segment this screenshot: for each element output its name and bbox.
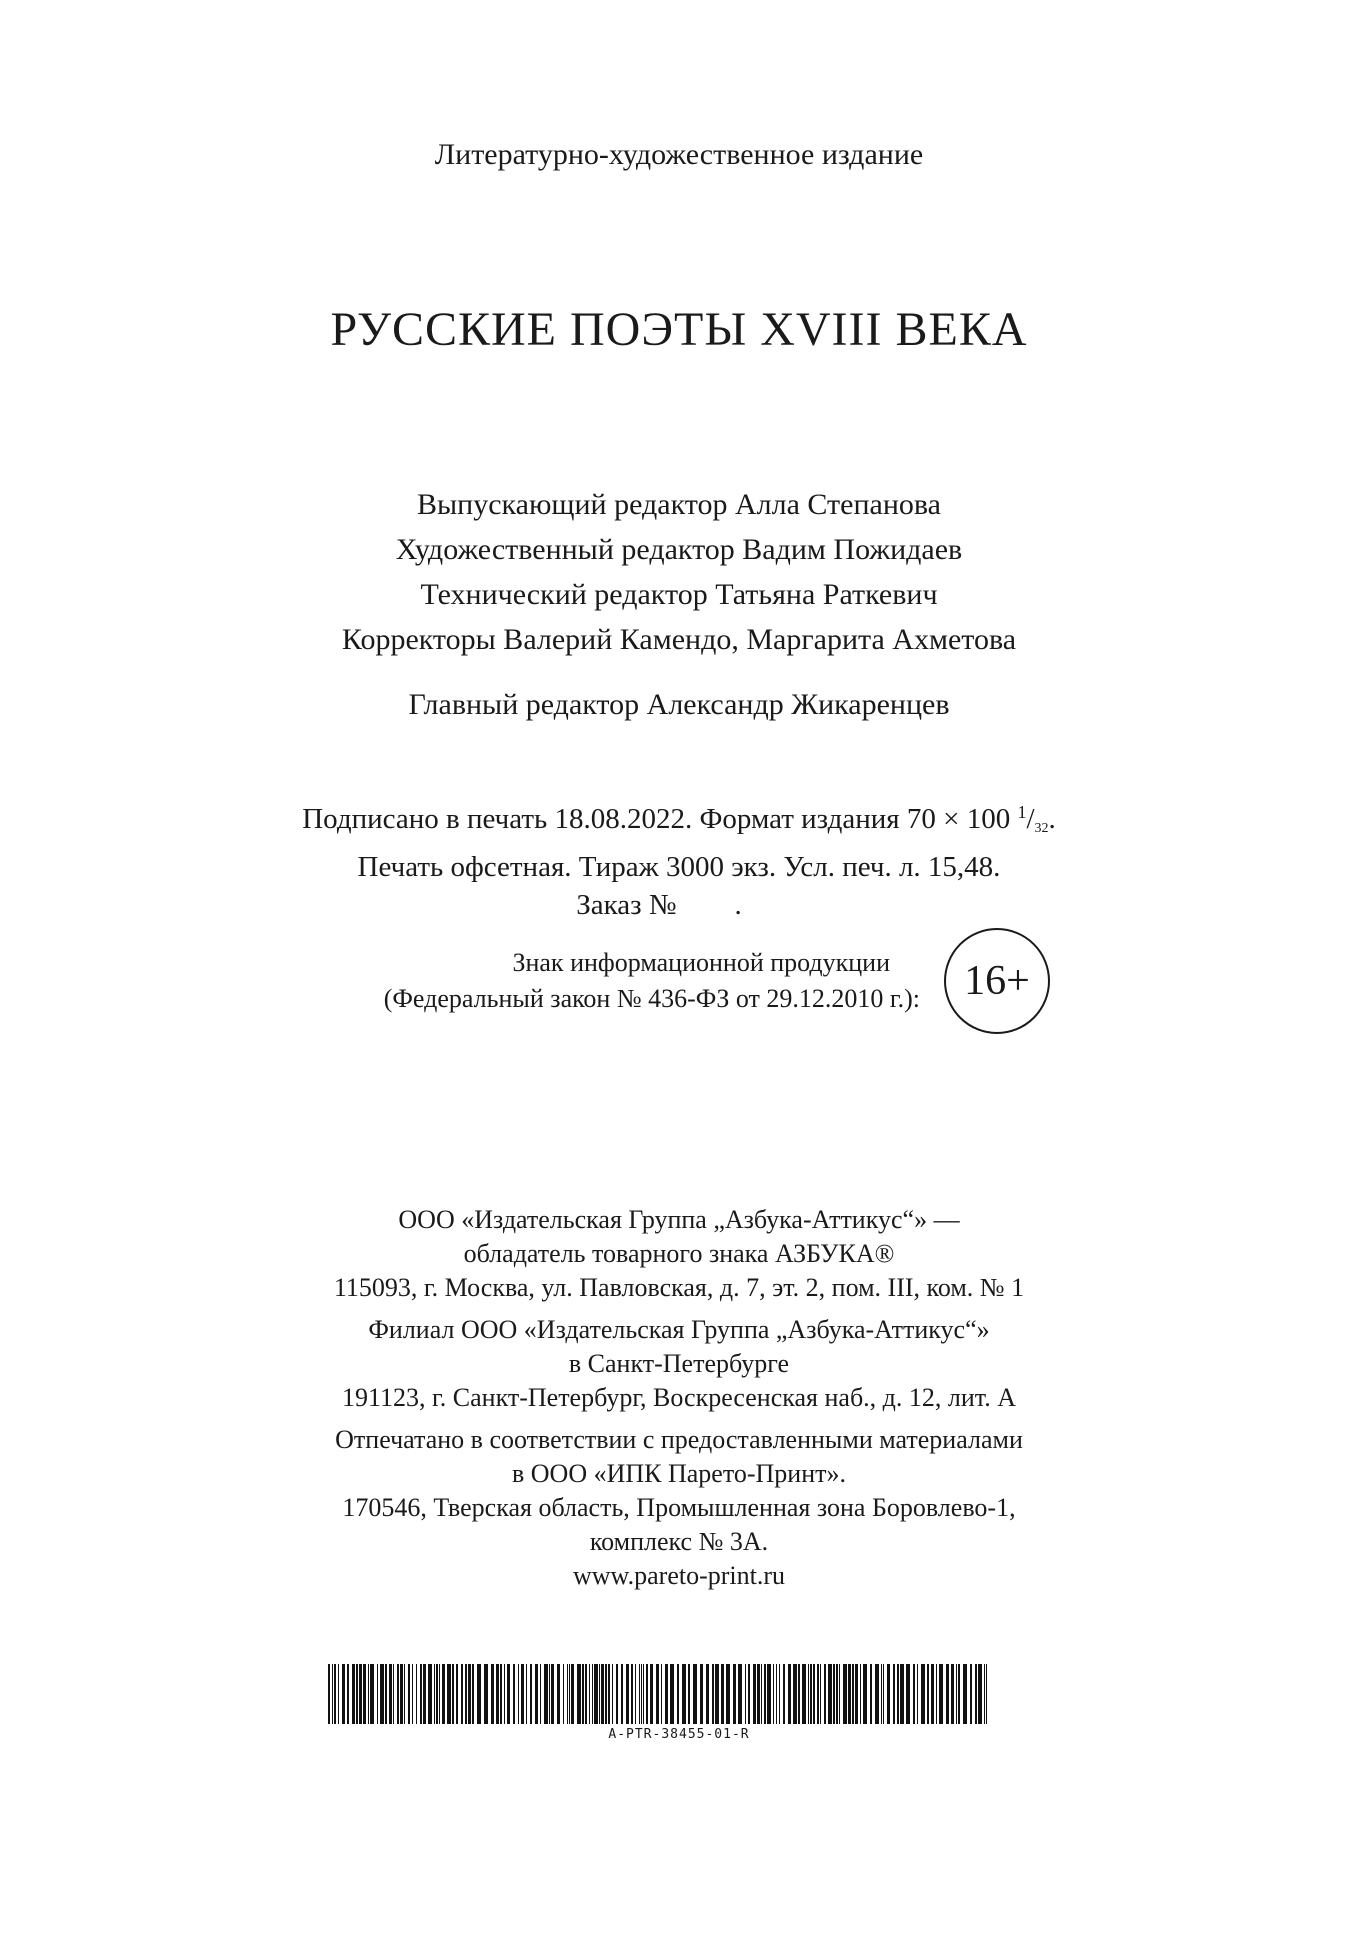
barcode-bar bbox=[420, 1664, 422, 1724]
barcode-bar bbox=[592, 1664, 593, 1724]
chief-editor: Главный редактор Александр Жикаренцев bbox=[408, 688, 950, 721]
barcode-bar bbox=[900, 1664, 904, 1724]
printer-address: 170546, Тверская область, Промышленная зона Боровлево-1, bbox=[342, 1493, 1016, 1522]
barcode-bar bbox=[599, 1664, 600, 1724]
barcode-bar bbox=[783, 1664, 785, 1724]
barcode-bar bbox=[733, 1664, 736, 1724]
barcode-bar bbox=[656, 1664, 659, 1724]
barcode-bar bbox=[370, 1664, 374, 1724]
barcode-bar bbox=[646, 1664, 648, 1724]
barcode-bar bbox=[608, 1664, 610, 1724]
barcode-bar bbox=[870, 1664, 872, 1724]
format-slash: / bbox=[1026, 803, 1035, 835]
info-sign-block bbox=[240, 945, 920, 1017]
barcode-bar bbox=[881, 1664, 882, 1724]
credit-line: Технический редактор Татьяна Раткевич bbox=[420, 578, 938, 611]
barcode-bar bbox=[776, 1664, 777, 1724]
barcode-bar bbox=[594, 1664, 598, 1724]
branch-line: Филиал ООО «Издательская Группа „Азбука-Аттикус“» bbox=[368, 1315, 990, 1344]
barcode-bar bbox=[863, 1664, 867, 1724]
barcode-bar bbox=[635, 1664, 636, 1724]
barcode-bar bbox=[393, 1664, 394, 1724]
printer-line: в ООО «ИПК Парето-Принт». bbox=[511, 1459, 846, 1488]
publisher-block bbox=[0, 1203, 1358, 1593]
barcode-bar bbox=[641, 1664, 642, 1724]
print-info-line-2: Печать офсетная. Тираж 3000 экз. Усл. печ. л. 15,48. bbox=[357, 851, 1001, 883]
barcode-bar bbox=[569, 1664, 570, 1724]
barcode-bar bbox=[434, 1664, 435, 1724]
barcode-bar bbox=[828, 1664, 832, 1724]
barcode-bar bbox=[535, 1664, 538, 1724]
barcode-bar bbox=[347, 1664, 349, 1724]
barcode-bar bbox=[605, 1664, 607, 1724]
printer-website: www.pareto-print.ru bbox=[572, 1561, 786, 1590]
barcode-bar bbox=[477, 1664, 481, 1724]
barcode-bar bbox=[893, 1664, 895, 1724]
barcode-bar bbox=[507, 1664, 510, 1724]
barcode-bar bbox=[631, 1664, 633, 1724]
barcode-bar bbox=[397, 1664, 399, 1724]
barcode-bar bbox=[461, 1664, 463, 1724]
barcode-bar bbox=[798, 1664, 800, 1724]
barcode-bar bbox=[936, 1664, 937, 1724]
barcode-bar bbox=[813, 1664, 815, 1724]
barcode-bar bbox=[931, 1664, 934, 1724]
barcode-bar bbox=[860, 1664, 861, 1724]
barcode-bar bbox=[500, 1664, 502, 1724]
barcode-bar bbox=[748, 1664, 750, 1724]
barcode-bar bbox=[436, 1664, 438, 1724]
barcode-bar bbox=[571, 1664, 574, 1724]
barcode-bar bbox=[951, 1664, 954, 1724]
barcode-bar bbox=[491, 1664, 494, 1724]
barcode-bar bbox=[582, 1664, 584, 1724]
barcode-bar bbox=[447, 1664, 451, 1724]
branch-line: в Санкт-Петербурге bbox=[568, 1349, 790, 1378]
barcode-bar bbox=[380, 1664, 384, 1724]
barcode-bar bbox=[643, 1664, 644, 1724]
credits-block bbox=[0, 482, 1358, 662]
barcode-bar bbox=[839, 1664, 840, 1724]
age-rating-badge: 16+ bbox=[944, 928, 1050, 1034]
barcode-bar bbox=[670, 1664, 674, 1724]
barcode-bars bbox=[328, 1664, 988, 1724]
barcode-bar bbox=[975, 1664, 977, 1724]
barcode-bar bbox=[465, 1664, 467, 1724]
barcode-bar bbox=[513, 1664, 515, 1724]
barcode-bar bbox=[836, 1664, 838, 1724]
barcode-bar bbox=[757, 1664, 760, 1724]
barcode-bar bbox=[363, 1664, 366, 1724]
barcode-bar bbox=[377, 1664, 378, 1724]
info-sign-label: Знак информационной продукции bbox=[512, 948, 890, 977]
barcode-bar bbox=[589, 1664, 590, 1724]
publisher-address: 115093, г. Москва, ул. Павловская, д. 7, эт. 2, пом. III, ком. № 1 bbox=[333, 1273, 1025, 1302]
branch-address: 191123, г. Санкт-Петербург, Воскресенская наб., д. 12, лит. А bbox=[342, 1383, 1016, 1412]
barcode-bar bbox=[700, 1664, 703, 1724]
credit-line: Художественный редактор Вадим Пожидаев bbox=[395, 533, 963, 566]
barcode-bar bbox=[677, 1664, 679, 1724]
barcode-bar bbox=[472, 1664, 474, 1724]
barcode-bar bbox=[521, 1664, 524, 1724]
print-info-line-1 bbox=[0, 793, 1358, 848]
barcode-bar bbox=[721, 1664, 724, 1724]
barcode-bar bbox=[913, 1664, 915, 1724]
barcode-bar bbox=[400, 1664, 403, 1724]
barcode-bar bbox=[761, 1664, 762, 1724]
barcode-bar bbox=[927, 1664, 929, 1724]
barcode-bar bbox=[585, 1664, 587, 1724]
barcode-bar bbox=[764, 1664, 766, 1724]
barcode-bar bbox=[984, 1664, 985, 1724]
barcode-bar bbox=[793, 1664, 797, 1724]
print-info-block bbox=[0, 793, 1358, 924]
barcode-bar bbox=[442, 1664, 445, 1724]
barcode-bar bbox=[626, 1664, 629, 1724]
barcode-bar bbox=[468, 1664, 471, 1724]
barcode-bar bbox=[563, 1664, 564, 1724]
printer-line: Отпечатано в соответствии с предоставленными материалами bbox=[335, 1425, 1023, 1454]
barcode-bar bbox=[773, 1664, 774, 1724]
barcode bbox=[328, 1664, 988, 1724]
publisher-line: ООО «Издательская Группа „Азбука-Аттикус“» — bbox=[398, 1205, 960, 1234]
barcode-bar bbox=[352, 1664, 355, 1724]
barcode-bar bbox=[788, 1664, 791, 1724]
barcode-bar bbox=[612, 1664, 613, 1724]
edition-type: Литературно-художественное издание bbox=[434, 138, 924, 171]
barcode-bar bbox=[567, 1664, 568, 1724]
barcode-bar bbox=[939, 1664, 943, 1724]
barcode-bar bbox=[833, 1664, 835, 1724]
barcode-bar bbox=[738, 1664, 742, 1724]
barcode-bar bbox=[385, 1664, 387, 1724]
barcode-bar bbox=[753, 1664, 756, 1724]
barcode-bar bbox=[887, 1664, 890, 1724]
barcode-bar bbox=[808, 1664, 809, 1724]
barcode-bar bbox=[682, 1664, 686, 1724]
barcode-bar bbox=[338, 1664, 339, 1724]
barcode-bar bbox=[616, 1664, 618, 1724]
barcode-bar bbox=[577, 1664, 581, 1724]
barcode-bar bbox=[549, 1664, 550, 1724]
barcode-bar bbox=[368, 1664, 369, 1724]
barcode-bar bbox=[963, 1664, 967, 1724]
barcode-bar bbox=[958, 1664, 960, 1724]
publisher-line: обладатель товарного знака АЗБУКА® bbox=[463, 1239, 895, 1268]
barcode-bar bbox=[848, 1664, 851, 1724]
barcode-bar bbox=[817, 1664, 819, 1724]
barcode-bar bbox=[404, 1664, 405, 1724]
barcode-bar bbox=[802, 1664, 806, 1724]
barcode-bar bbox=[526, 1664, 527, 1724]
barcode-bar bbox=[906, 1664, 910, 1724]
barcode-bar bbox=[715, 1664, 719, 1724]
format-fraction bbox=[1017, 803, 1048, 835]
order-number: Заказ № . bbox=[576, 889, 742, 921]
barcode-bar bbox=[439, 1664, 440, 1724]
format-denominator: 32 bbox=[1034, 821, 1049, 836]
barcode-bar bbox=[986, 1664, 987, 1724]
barcode-bar bbox=[557, 1664, 560, 1724]
barcode-bar bbox=[621, 1664, 623, 1724]
barcode-bar bbox=[712, 1664, 714, 1724]
barcode-bar bbox=[897, 1664, 899, 1724]
barcode-bar bbox=[767, 1664, 771, 1724]
barcode-bar bbox=[978, 1664, 982, 1724]
barcode-bar bbox=[428, 1664, 432, 1724]
barcode-bar bbox=[917, 1664, 918, 1724]
barcode-bar bbox=[921, 1664, 925, 1724]
barcode-bar bbox=[412, 1664, 413, 1724]
barcode-bar bbox=[855, 1664, 858, 1724]
barcode-bar bbox=[824, 1664, 826, 1724]
barcode-bar bbox=[946, 1664, 949, 1724]
barcode-bar bbox=[551, 1664, 554, 1724]
book-title: РУССКИЕ ПОЭТЫ XVIII ВЕКА bbox=[330, 303, 1028, 356]
barcode-bar bbox=[820, 1664, 821, 1724]
print-format-text: Подписано в печать 18.08.2022. Формат издания 70 × 100 bbox=[302, 803, 1018, 835]
format-suffix: . bbox=[1048, 803, 1056, 835]
credit-line: Корректоры Валерий Камендо, Маргарита Ахметова bbox=[341, 623, 1017, 656]
barcode-bar bbox=[852, 1664, 854, 1724]
barcode-bar bbox=[875, 1664, 879, 1724]
barcode-bar bbox=[496, 1664, 499, 1724]
barcode-bar bbox=[484, 1664, 488, 1724]
barcode-bar bbox=[779, 1664, 780, 1724]
barcode-bar bbox=[883, 1664, 884, 1724]
barcode-bar bbox=[518, 1664, 519, 1724]
barcode-bar bbox=[540, 1664, 541, 1724]
barcode-bar bbox=[693, 1664, 697, 1724]
barcode-bar bbox=[706, 1664, 709, 1724]
federal-law-ref: (Федеральный закон № 436-ФЗ от 29.12.2010 г.): bbox=[383, 984, 920, 1013]
barcode-bar bbox=[389, 1664, 392, 1724]
barcode-bar bbox=[334, 1664, 336, 1724]
barcode-bar bbox=[359, 1664, 362, 1724]
barcode-code: A-PTR-38455-01-R bbox=[608, 1727, 750, 1742]
barcode-bar bbox=[342, 1664, 345, 1724]
barcode-bar bbox=[956, 1664, 957, 1724]
barcode-bar bbox=[843, 1664, 847, 1724]
barcode-bar bbox=[423, 1664, 426, 1724]
barcode-bar bbox=[356, 1664, 358, 1724]
barcode-bar bbox=[416, 1664, 417, 1724]
barcode-bar bbox=[726, 1664, 730, 1724]
barcode-bar bbox=[665, 1664, 668, 1724]
credit-line: Выпускающий редактор Алла Степанова bbox=[417, 488, 941, 521]
barcode-bar bbox=[745, 1664, 746, 1724]
barcode-bar bbox=[639, 1664, 640, 1724]
barcode-bar bbox=[970, 1664, 972, 1724]
printer-address: комплекс № 3А. bbox=[589, 1527, 769, 1556]
barcode-bar bbox=[332, 1664, 333, 1724]
barcode-bar bbox=[530, 1664, 532, 1724]
barcode-bar bbox=[810, 1664, 812, 1724]
format-numerator: 1 bbox=[1017, 802, 1027, 822]
barcode-bar bbox=[650, 1664, 653, 1724]
barcode-bar bbox=[661, 1664, 662, 1724]
barcode-bar bbox=[456, 1664, 458, 1724]
barcode-bar bbox=[504, 1664, 505, 1724]
barcode-bar bbox=[544, 1664, 548, 1724]
barcode-bar bbox=[601, 1664, 604, 1724]
barcode-bar bbox=[688, 1664, 690, 1724]
barcode-bar bbox=[408, 1664, 410, 1724]
barcode-bar bbox=[328, 1664, 330, 1724]
barcode-bar bbox=[452, 1664, 454, 1724]
